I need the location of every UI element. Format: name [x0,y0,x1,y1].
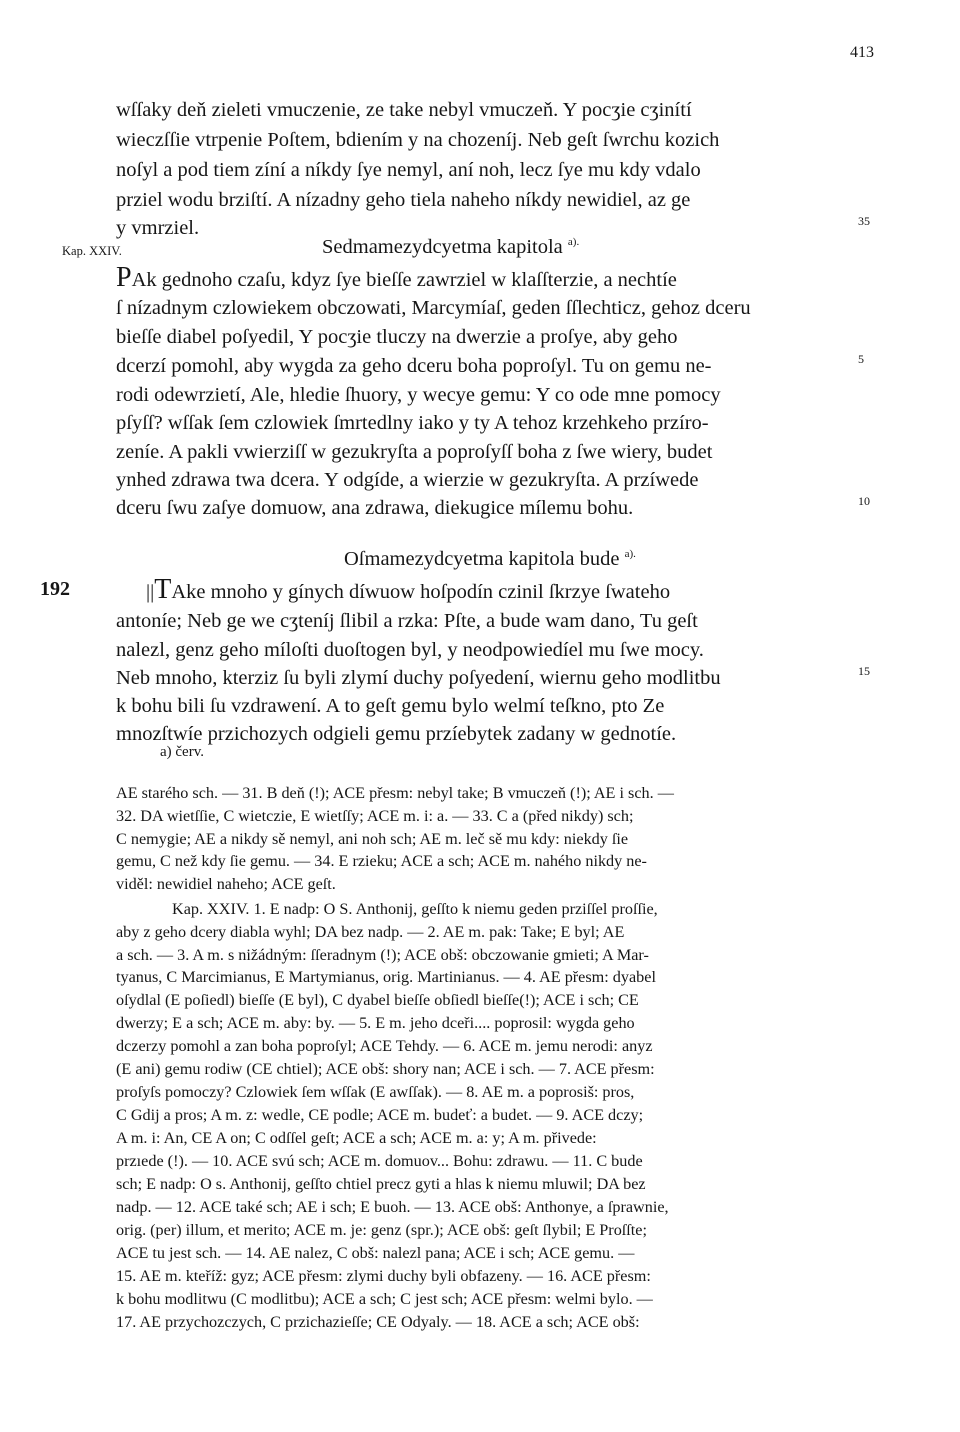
apparatus-line: orig. (per) illum, et merito; ACE m. je: genz (spr.); ACE obš: geſt ſlybil; E Proſſte; [116,1221,647,1239]
body-line: mnozſtwíe przichozych odgieli gemu przíebytek zadany w gednotíe. [116,723,677,745]
apparatus-line: C Gdij a pros; A m. z: wedle, CE podle; ACE m. budeť: a budet. — 9. ACE dczy; [116,1106,644,1124]
apparatus-line: Kap. XXIV. 1. E nadp: O S. Anthonij, geſſto k niemu geden prziſſel proſſie, [172,900,658,918]
apparatus-line: k bohu modlitwu (C modlitbu); ACE a sch; C jest sch; ACE přesm: welmi bylo. — [116,1290,653,1308]
body-line: dcerzí pomohl, aby wygda za geho dceru boha poproſyl. Tu on gemu ne- [116,355,712,377]
footnote-ref: a). [624,548,636,561]
body-line: nalezl, genz geho míloſti duoſtogen byl, y neodpowiedíel mu ſwe mocy. [116,639,704,661]
body-line: pſyſſ? wſſak ſem czlowiek ſmrtedlny iako y ty A tehoz krzehkeho przíro- [116,412,709,434]
body-line: dceru ſwu zaſye domuow, ana zdrawa, diekugice mílemu bohu. [116,497,634,519]
folio-number: 192 [40,578,70,600]
initial-letter: T [154,574,172,605]
body-line: ſ nízadnym czlowiekem obczowati, Marcymíaſ, geden ſſlechticz, gehoz dceru [116,297,751,319]
chapter-heading [344,548,636,571]
body-line: rodi odewrzietí, Ale, hledie ſhuory, y wecye gemu: Y co ode mne pomocy [116,384,721,406]
body-line: noſyl a pod tiem zíní a níkdy ſye nemyl, aní noh, lecz ſye mu kdy vdalo [116,159,701,181]
initial-letter: P [116,262,132,293]
apparatus-line: oſydlal (E poſiedl) bieſſe (E byl), C dyabel bieſſe obſiedl bieſſe(!); ACE i sch; CE [116,991,639,1009]
paragraph-first-line [116,262,846,295]
apparatus-line: (E ani) gemu rodiw (CE chtiel); ACE obš: shory nan; ACE i sch. — 7. ACE přesm: [116,1060,655,1078]
body-line: y vmrziel. [116,217,200,239]
apparatus-line: proſyſs pomoczy? Czlowiek ſem wſſak (E awſſak). — 8. AE m. a poprosiš: pros, [116,1083,635,1101]
apparatus-line: tyanus, C Marcimianus, E Martymianus, orig. Martinianus. — 4. AE přesm: dyabel [116,968,656,986]
line-number: 15 [858,664,870,678]
line-number: 5 [858,352,864,366]
body-line: ynhed zdrawa twa dcera. Y odgíde, a wierzie w gezukryſta. A przíwede [116,469,699,491]
chapter-heading [322,236,579,259]
apparatus-line: 15. AE m. kteříž: gyz; ACE přesm: zlymi duchy byli obfazeny. — 16. ACE přesm: [116,1267,651,1285]
apparatus-line: a sch. — 3. A m. s nižádným: ſſeradnym (!); ACE obš: obczowanie gmieti; A Mar- [116,946,649,964]
paragraph-first-line [146,574,846,607]
body-line: k bohu bili ſu vzdrawení. A to geſt gemu bylo welmí teſkno, pto Ze [116,695,665,717]
body-line-text: Ak gednoho czaſu, kdyz ſye bieſſe zawrziel w klaſſterzie, a nechtíe [131,269,677,291]
apparatus-line: przıede (!). — 10. ACE svú sch; ACE m. domuov... Bohu: zdrawu. — 11. C bude [116,1152,643,1170]
chapter-marker: Kap. XXIV. [62,244,122,258]
apparatus-line: viděl: newidiel naheho; ACE geſt. [116,875,336,893]
chapter-heading-text: Oſmamezydcyetma kapitola bude [344,548,620,570]
apparatus-line: 32. DA wietſſie, C wietczie, E wietſſy; ACE m. i: a. — 33. C a (před nikdy) sch; [116,807,634,825]
apparatus-line: A m. i: An, CE A on; C odſſel geſt; ACE a sch; ACE m. a: y; A m. přivede: [116,1129,597,1147]
line-number: 35 [858,214,870,228]
footnote-ref: a). [567,236,580,249]
apparatus-line: AE starého sch. — 31. B deň (!); ACE přesm: nebyl take; B vmuczeň (!); AE i sch. — [116,784,674,802]
apparatus-line: gemu, C než kdy ſie gemu. — 34. E rzieku; ACE a sch; ACE m. nahého nikdy ne- [116,852,647,870]
body-line: antoníe; Neb ge we cʒteníj ſlibil a rzka: Pſte, a bude wam dano, Tu geſt [116,610,698,632]
body-line: bieſſe diabel poſyedil, Y pocʒie tluczy na dwerzie a proſye, aby geho [116,326,678,348]
apparatus-line: aby z geho dcery diabla wyhl; DA bez nadp. — 2. AE m. pak: Take; E byl; AE [116,923,625,941]
apparatus-line: dwerzy; E a sch; ACE m. aby: by. — 5. E m. jeho dceři.... poprosil: wygda geho [116,1014,635,1032]
body-line-text: Ake mnoho y gínych díwuow hoſpodín czinil ſkrzye ſwateho [171,581,671,603]
apparatus-line: ACE tu jest sch. — 14. AE nalez, C obš: nalezl pana; ACE i sch; ACE gemu. — [116,1244,635,1262]
line-number: 10 [858,494,870,508]
section-mark: || [146,581,155,603]
apparatus-line: C nemygie; AE a nikdy sě nemyl, ani noh sch; AE m. leč sě mu kdy: niekdy ſie [116,830,629,848]
apparatus-line: sch; E nadp: O s. Anthonij, geſſto chtiel precz gyti a hlas k niemu mluwil; DA bez [116,1175,646,1193]
body-line: wſſaky deň zieleti vmuczenie, ze take nebyl vmuczeň. Y pocʒie cʒinítí [116,99,692,121]
page-number: 413 [850,44,874,61]
apparatus-line: dczerzy pomohl a zan boha poproſyl; ACE Tehdy. — 6. ACE m. jemu nerodi: anyz [116,1037,653,1055]
apparatus-line: nadp. — 12. ACE také sch; AE i sch; E buoh. — 13. ACE obš: Anthonye, a ſprawnie, [116,1198,669,1216]
apparatus-line: 17. AE przychozczych, C przichazieſſe; CE Odyaly. — 18. ACE a sch; ACE obš: [116,1313,640,1331]
footnote: a) červ. [160,744,204,760]
body-line: zeníe. A pakli vwierziſſ w gezukryſta a poproſyſſ boha z ſwe wiery, budet [116,441,713,463]
chapter-heading-text: Sedmamezydcyetma kapitola [322,236,563,258]
body-line: Neb mnoho, kterziz ſu byli zlymí duchy poſyedení, wiernu geho modlitbu [116,667,721,689]
body-line: wieczſſie vtrpenie Poſtem, bdiením y na chozeníj. Neb geſt ſwrchu kozich [116,129,720,151]
body-line: prziel wodu brziſtí. A nízadny geho tiela naheho níkdy newidiel, az ge [116,189,691,211]
